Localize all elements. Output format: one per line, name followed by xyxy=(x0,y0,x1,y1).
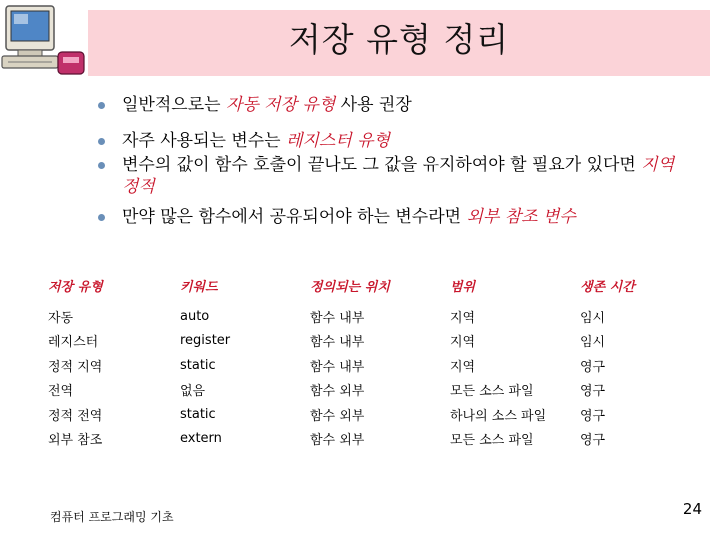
table-cell: 정적 전역 xyxy=(48,408,103,424)
table-cell: 함수 외부 xyxy=(310,408,365,424)
bullet-item: 일반적으로는 자동 저장 유형 사용 권장 xyxy=(96,94,696,116)
table-cell: 함수 내부 xyxy=(310,310,365,326)
table-cell: 지역 xyxy=(450,359,476,375)
footer-text: 컴퓨터 프로그래밍 기초 xyxy=(50,510,174,524)
table-cell: 하나의 소스 파일 xyxy=(450,408,547,424)
table-cell: 함수 외부 xyxy=(310,384,365,400)
header-scope: 범위 xyxy=(450,279,476,295)
highlight-text: 레지스터 유형 xyxy=(286,131,390,151)
table-cell: 모든 소스 파일 xyxy=(450,433,534,449)
bullet-item: 만약 많은 함수에서 공유되어야 하는 변수라면 외부 참조 변수 xyxy=(96,206,696,228)
table-cell: 정적 지역 xyxy=(48,359,103,375)
table-cell: 지역 xyxy=(450,335,476,351)
table-cell: 전역 xyxy=(48,384,74,400)
table-row xyxy=(0,353,720,378)
table-cell: 함수 외부 xyxy=(310,433,365,449)
table-cell: 영구 xyxy=(580,384,606,400)
table-cell: 영구 xyxy=(580,359,606,375)
table-row xyxy=(0,402,720,427)
table-cell: 임시 xyxy=(580,335,606,351)
table-cell: 임시 xyxy=(580,310,606,326)
bullet-dot-icon xyxy=(98,138,105,145)
table-cell: extern xyxy=(180,431,222,447)
storage-class-table xyxy=(0,266,720,451)
bullet-item: 변수의 값이 함수 호출이 끝나도 그 값을 유지하여야 할 필요가 있다면 지역 정적 xyxy=(96,154,696,198)
computer-clipart-icon xyxy=(0,0,90,90)
bullet-item: 자주 사용되는 변수는 레지스터 유형 xyxy=(96,130,696,152)
table-cell: 레지스터 xyxy=(48,335,99,351)
page-number: 24 xyxy=(682,500,702,518)
table-cell: 지역 xyxy=(450,310,476,326)
table-cell: 모든 소스 파일 xyxy=(450,384,534,400)
table-cell: 없음 xyxy=(180,384,206,400)
highlight-text: 외부 참조 변수 xyxy=(466,207,576,227)
bullet-dot-icon xyxy=(98,214,105,221)
table-cell: static xyxy=(180,357,216,373)
table-row xyxy=(0,427,720,452)
bullet-dot-icon xyxy=(98,162,105,169)
table-cell: 함수 내부 xyxy=(310,335,365,351)
bullet-dot-icon xyxy=(98,102,105,109)
table-cell: 자동 xyxy=(48,310,74,326)
table-cell: 함수 내부 xyxy=(310,359,365,375)
bullet-list xyxy=(96,94,696,228)
header-lifetime: 생존 시간 xyxy=(580,279,635,295)
table-row xyxy=(0,329,720,354)
header-keyword: 키워드 xyxy=(180,279,218,295)
slide-title: 저장 유형 정리 xyxy=(288,20,510,59)
table-header-row xyxy=(0,266,720,304)
header-storage-type: 저장 유형 xyxy=(48,279,103,295)
table-cell: auto xyxy=(180,308,210,324)
table-row xyxy=(0,304,720,329)
table-cell: static xyxy=(180,406,216,422)
table-cell: register xyxy=(180,333,231,349)
highlight-text: 자동 저장 유형 xyxy=(225,95,336,115)
highlight-text: 지역 정적 xyxy=(122,155,675,197)
table-cell: 영구 xyxy=(580,408,606,424)
header-defined-location: 정의되는 위치 xyxy=(310,279,390,295)
table-cell: 영구 xyxy=(580,433,606,449)
table-cell: 외부 참조 xyxy=(48,433,103,449)
table-row xyxy=(0,378,720,403)
